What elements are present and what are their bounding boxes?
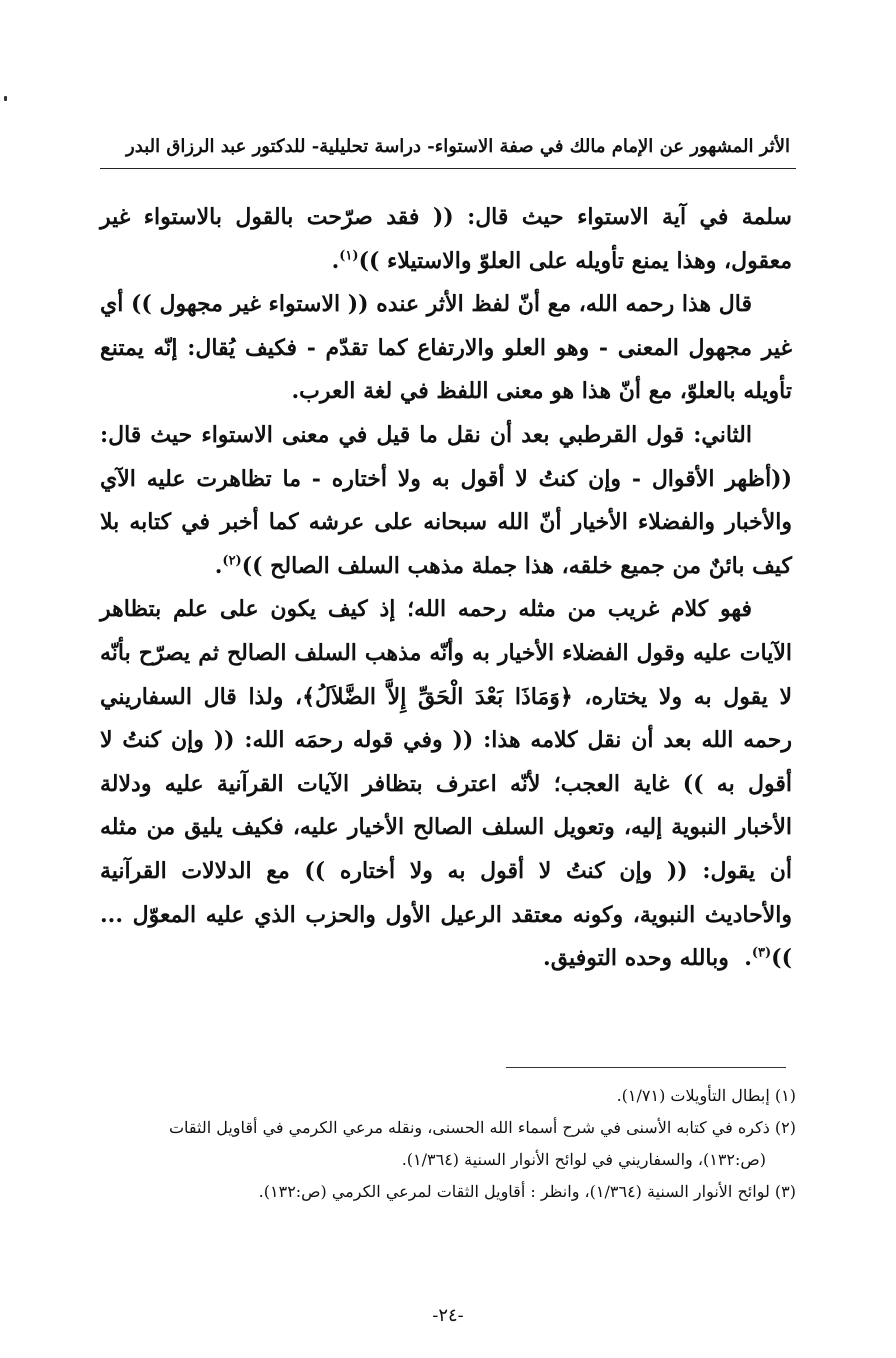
footnote-separator (506, 1067, 786, 1068)
footnote-3: (٣) لوائح الأنوار السنية (١/٣٦٤)، وانظر : أقاويل الثقات لمرعي الكرمي (ص:١٣٢). (258, 1182, 796, 1201)
page-number: -٢٤- (432, 1305, 464, 1326)
closing-phrase: وبالله وحده التوفيق. (543, 945, 729, 972)
header-rule (100, 168, 796, 169)
paragraph-1-text: سلمة في آية الاستواء حيث قال: (( فقد صرّحت بالقول بالاستواء غير معقول، وهذا يمنع تأويله على العلوّ والاستيلاء )) (100, 204, 792, 274)
paragraph-3-text: الثاني: قول القرطبي بعد أن نقل ما قيل في معنى الاستواء حيث قال: ((أظهر الأقوال - وإن كنتُ لا أقول به ولا أختاره - ما تظاهرت عليه الآي والأخبار والفضلاء الأخيار أنّ الله سبحانه على عرشه كما أخبر في كتابه بلا كيف بائنٌ من جميع خلقه، هذا جملة مذهب السلف الصالح )) (100, 421, 792, 579)
paragraph-2: قال هذا رحمه الله، مع أنّ لفظ الأثر عنده (( الاستواء غير مجهول )) أي غير مجهول المعنى - وهو العلو والارتفاع كما تقدّم - فكيف يُقال: إنّه يمتنع تأويله بالعلوّ، مع أنّ هذا هو معنى اللفظ في لغة العرب. (100, 291, 792, 405)
paragraph-4: فهو كلام غريب من مثله رحمه الله؛ إذ كيف يكون على علم بتظاهر الآيات عليه وقول الفضلاء الأخيار به وأنّه مذهب السلف الصالح ثم يصرّح بأنّه لا يقول به ولا يختاره، ﴿وَمَاذَا بَعْدَ الْحَقِّ إِلاَّ الضَّلاَلُ﴾، ولذا قال السفاريني رحمه الله بعد أن نقل كلامه هذا: (( وفي قوله رحمَه الله: (( وإن كنتُ لا أقول به )) غاية العجب؛ لأنّه اعترف بتظافر الآيات القرآنية عليه ودلالة الأخبار النبوية إليه، وتعويل السلف الصالح الأخيار عليه، فكيف يليق من مثله أن يقول: (( وإن كنتُ لا أقول به ولا أختاره )) مع الدلالات القرآنية والأحاديث النبوية، وكونه معتقد الرعيل الأول والحزب الذي عليه المعوّل ... ))$^{(٣)}$. وبالله وحده التوفيق. (100, 596, 792, 972)
paragraph-4-text: فهو كلام غريب من مثله رحمه الله؛ إذ كيف يكون على علم بتظاهر الآيات عليه وقول الفضلاء الأخيار به وأنّه مذهب السلف الصالح ثم يصرّح بأنّه لا يقول به ولا يختاره، ﴿وَمَاذَا بَعْدَ الْحَقِّ إِلاَّ الضَّلاَلُ﴾، ولذا قال السفاريني رحمه الله بعد أن نقل كلامه هذا: (( وفي قوله رحمَه الله: (( وإن كنتُ لا أقول به )) غاية العجب؛ لأنّه اعترف بتظافر الآيات القرآنية عليه ودلالة الأخبار النبوية إليه، وتعويل السلف الصالح الأخيار عليه، فكيف يليق من مثله أن يقول: (( وإن كنتُ لا أقول به ولا أختاره )) مع الدلالات القرآنية والأحاديث النبوية، وكونه معتقد الرعيل الأول والحزب الذي عليه المعوّل ... )) (100, 596, 792, 972)
main-text (100, 196, 792, 981)
footnote-2-continued: (ص:١٣٢)، والسفاريني في لوائح الأنوار السنية (١/٣٦٤). (401, 1150, 766, 1169)
footnote-1: (١) إبطال التأويلات (١/٧١). (616, 1086, 796, 1105)
footnote-ref-3: (٣) (751, 945, 772, 961)
running-header: الأثر المشهور عن الإمام مالك في صفة الاستواء- دراسة تحليلية- للدكتور عبد الرزاق البدر (126, 136, 790, 157)
scan-mark (4, 96, 7, 101)
footnote-2: (٢) ذكره في كتابه الأسنى في شرح أسماء الله الحسنى، ونقله مرعي الكرمي في أقاويل الثقات (168, 1118, 796, 1137)
footnotes (100, 1080, 796, 1208)
footnote-ref-1: (١) (339, 248, 359, 264)
paragraph-1: سلمة في آية الاستواء حيث قال: (( فقد صرّحت بالقول بالاستواء غير معقول، وهذا يمنع تأويله على العلوّ والاستيلاء ))$^{(١)}$. (100, 204, 792, 274)
footnote-ref-2: (٢) (222, 553, 242, 569)
paragraph-3: الثاني: قول القرطبي بعد أن نقل ما قيل في معنى الاستواء حيث قال: ((أظهر الأقوال - وإن كنتُ لا أقول به ولا أختاره - ما تظاهرت عليه الآي والأخبار والفضلاء الأخيار أنّ الله سبحانه على عرشه كما أخبر في كتابه بلا كيف بائنٌ من جميع خلقه، هذا جملة مذهب السلف الصالح ))$^{(٢)}$. (100, 421, 792, 579)
